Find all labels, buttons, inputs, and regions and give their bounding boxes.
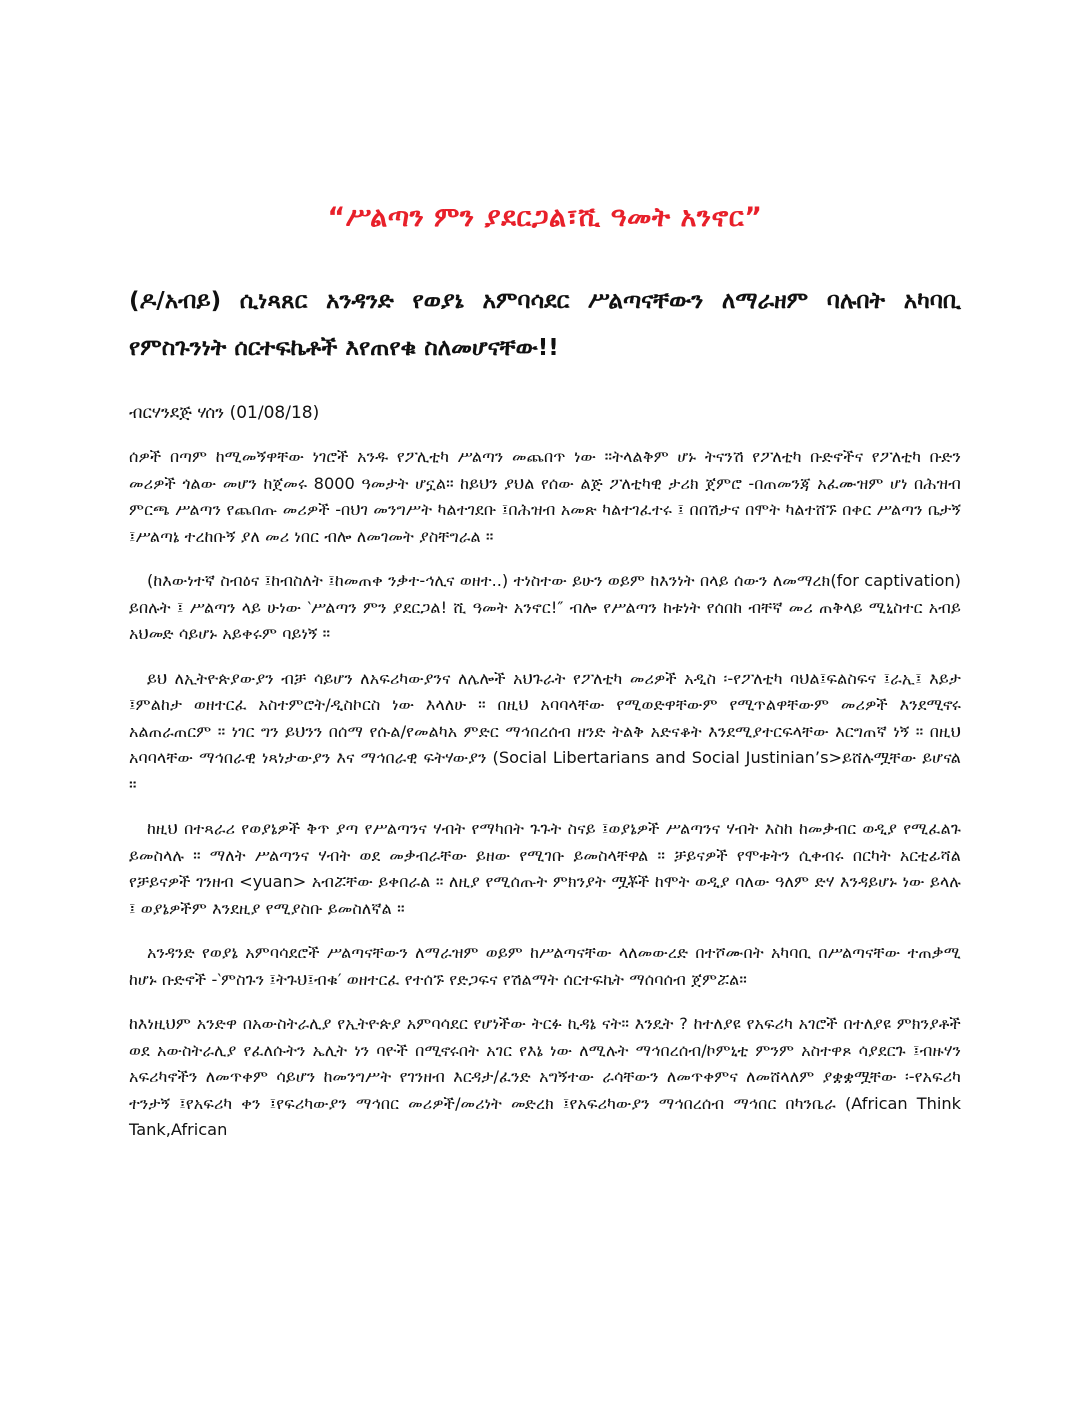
paragraph-2: (ከእውነተኛ ስብዕና ፤ከብስለት ፤ከመጠቀ ንቃተ-ኅሊና ወዘተ..) ተነስተው ይሁን ወይም ከእንነት በላይ ሰውን ለመማረክ(for captivation) ይበሉት ፤ ሥልጣን ላይ ሁነው ‵ሥልጣን ምን ያደርጋል! ሺ ዓመት አንኖር!″ ብሎ የሥልጣን ከቱነት የሰበከ ብቸኛ መሪ ጠቅላይ ሚኒስተር አብይ አህመድ ሳይሆኑ አይቀሩም ባይነኝ ።: [129, 571, 961, 643]
paragraph-3: ይህ ለኢትዮጵያውያን ብቻ ሳይሆን ለአፍሪካውያንና ለሌሎች አህጉራት የፖለቲካ መሪዎች አዲስ ፡-የፖለቲካ ባህል፤ፍልስፍና ፤ራኢ፤ እይታ ፤ምልከታ ወዘተርፈ አስተምሮት/ዲስኮርስ ነው እላለሁ ። በዚህ አባባላቸው የሚወድዋቸውም የሚጥልዋቸውም መሪዎች እንደሚኖሩ አልጠራጠርም ። ነገር ግን ይህንን በሰማ የሱል/የመልካአ ምድር ማኅበረሰብ ዘንድ ትልቅ አድናቆት እንደሚያተርፍላቸው እርግጠኛ ነኝ ። በዚህ አባባላቸው ማኅበራዊ ነጻነታውያን እና ማኅበራዊ ፍትሃውያን (Social Libertarians and Social Justinian’s>ይሸሉሟቸው ይሆናል ።: [129, 668, 961, 794]
document-title: “ሥልጣን ምን ያደርጋል፣ሺ ዓመት አንኖር”: [327, 202, 763, 233]
paragraph-5: አንዳንድ የወያኔ አምባሳደሮች ሥልጣናቸውን ለማራዝም ወይም ከሥልጣናቸው ላለመውረድ በተሾሙበት አካባቢ በሥልጣናቸው ተጠቃሚ ከሆኑ ቡድኖች -‵ምስጉን ፤ትጉህ፤ብቁ′ ወዘተርፈ የተሰኙ የድጋፍና የሽልማት ሰርተፍኬት ማሰባሰብ ጀምሯል።: [129, 943, 961, 989]
author-date-line: ብርሃንደጅ ሃሰን (01/08/18): [129, 403, 320, 423]
paragraph-1: ሰዎች በጣም ከሚመኝዋቸው ነገሮች አንዱ የፖሊቲካ ሥልጣን መጨበጥ ነው ።ትላልቅም ሆኑ ትናንሽ የፖለቲካ ቡድኖችና የፖለቲካ ቡድን መሪዎች ጎልው መሆን ከጀመሩ 8000 ዓመታት ሆኗል። ከይህን ያህል የሰው ልጅ ፖለቲካዊ ታሪክ ጀምሮ -በጠመንጃ አፈሙዝም ሆነ በሕዝብ ምርጫ ሥልጣን የጨበጡ መሪዎች -በህገ መንግሥት ካልተገደቡ ፤በሕዝብ አመጽ ካልተገፈተሩ ፤ በበሽታና በሞት ካልተሸኙ በቀር ሥልጣን ቤታኝ ፤ሥልጣኔ ተረከቡኝ ያለ መሪ ነበር ብሎ ለመገመት ያስቸግራል ።: [129, 447, 961, 546]
document-subtitle: (ዶ/አብይ) ሲነጻጸር አንዳንድ የወያኔ አምባሳደር ሥልጣናቸውን ለማራዘም ባሉበት አካባቢ የምስጉንነት ሰርተፍኬቶች እየጠየቁ ስለመሆናቸው!!: [129, 288, 961, 361]
paragraph-4: ከዚህ በተጻራሪ የወያኔዎች ቅጥ ያጣ የሥልጣንና ሃብት የማካበት ጉጉት ስናይ ፤ወያኔዎች ሥልጣንና ሃብት እስከ ከመቃብር ወዲያ የሚፈልጉ ይመስላሉ ። ማለት ሥልጣንና ሃብት ወደ መቃብራቸው ይዘው የሚገቡ ይመስላቸዋል ። ቻይናዎች የሞቱትን ሲቀብሩ በርካት አርቲፊሻል የቻይናዎች ገንዘብ <yuan> አብሯቸው ይቀበራል ። ለዚያ የሚሰጡት ምክንያት ሟቾች ከሞት ወዲያ ባለው ዓለም ድሃ እንዳይሆኑ ነው ይላሉ ፤ ወያኔዎችም እንደዚያ የሚያስቡ ይመስለኛል ።: [129, 819, 961, 918]
paragraph-6: ከእነዚህም አንድዋ በአውስትራሊያ የኢትዮጵያ አምባሳደር የሆነችው ትርፉ ኪዳኔ ናት። እንዴት ? ከተለያዩ የአፍሪካ አገሮች በተለያዩ ምክንያቶች ወደ አውስትራሊያ የፈለሱትን ኤሊት ነን ባዮች በሚኖሩበት አገር የእኔ ነው ለሚሉት ማኅበረሰብ/ኮምኒቲ ምንም አስተዋጾ ሳያደርጉ ፤ብዙሃን አፍሪካኖችን ለመጥቀም ሳይሆን ከመንግሥት የገንዘብ እርዳታ/ፈንድ አግኝተው ራሳቸውን ለመጥቀምና ለመሸላለም ያቋቋሟቸው ፡-የአፍሪካ ተንታኝ ፤የአፍሪካ ቀን ፤የፍሪካውያን ማኅበር መሪዎች/መሪነት መድረክ ፤የአፍሪካውያን ማኅበረሰብ ማኅበር በካንቤራ (African Think Tank,African: [129, 1014, 961, 1139]
